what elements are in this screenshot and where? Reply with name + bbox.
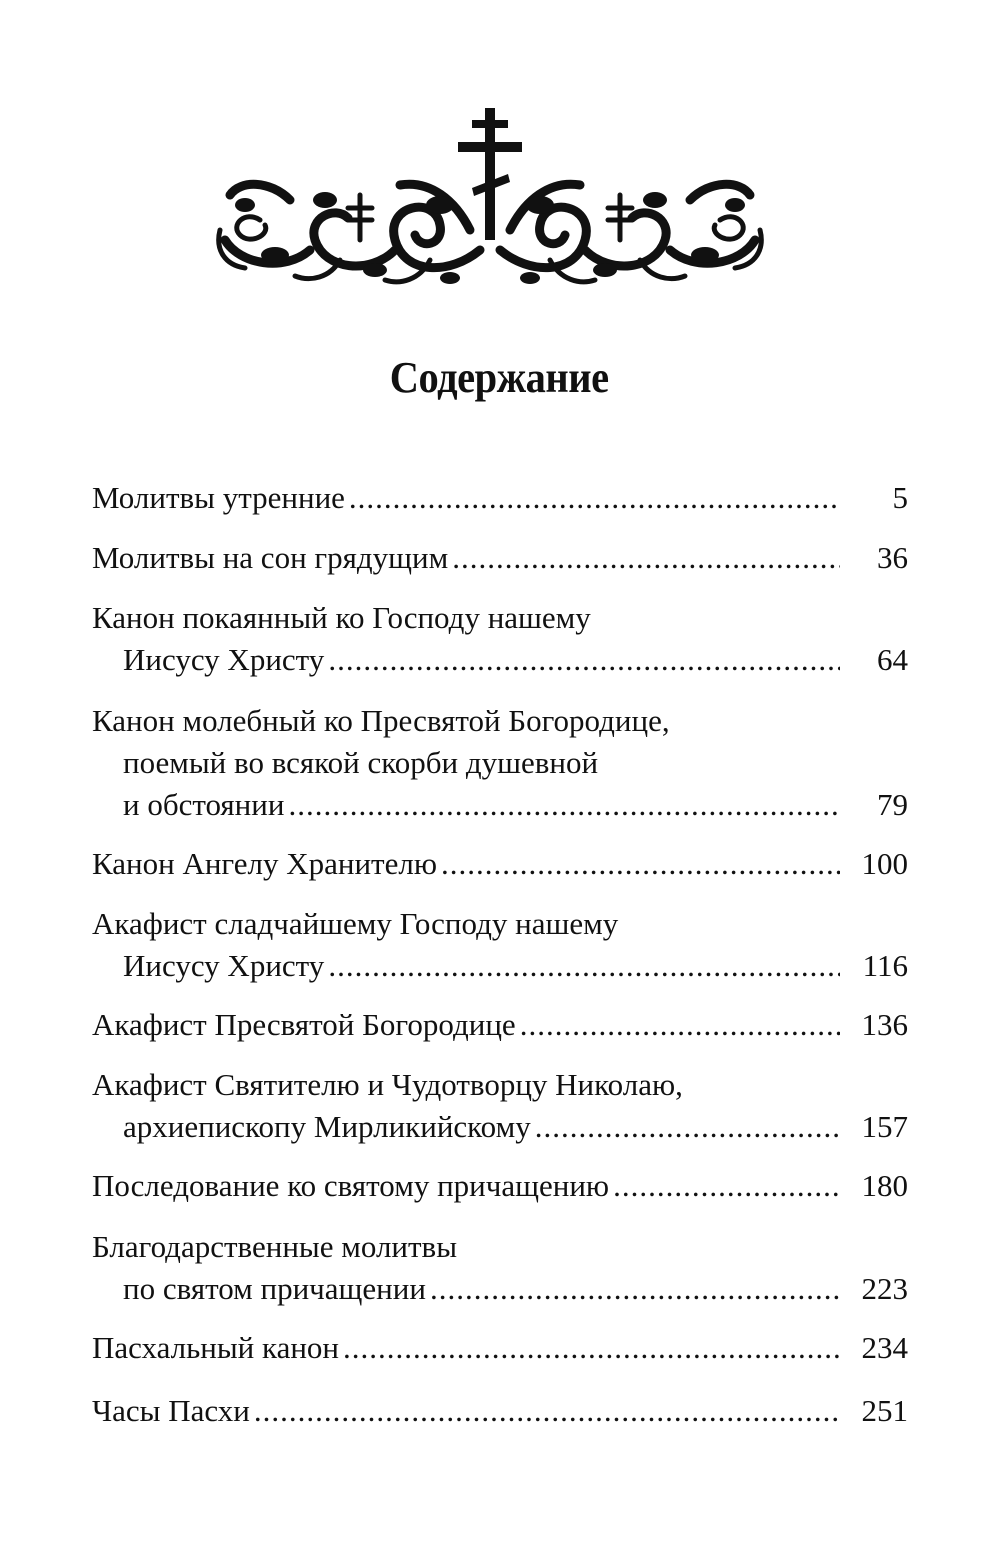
toc-entry-page: 100 [861, 846, 908, 881]
dot-leader [328, 945, 840, 987]
toc-entry[interactable] [92, 700, 908, 826]
toc-entry-page: 5 [892, 480, 908, 515]
toc-entry-title-cont: архиепископу Мирликийскому [123, 1109, 531, 1144]
toc-entry-page: 251 [861, 1393, 908, 1428]
toc-entry-title: Пасхальный канон [92, 1330, 340, 1365]
toc-entry-page: 234 [861, 1330, 908, 1365]
toc-entry-title: Часы Пасхи [92, 1393, 250, 1428]
dot-leader [535, 1106, 840, 1148]
toc-entry[interactable] [92, 1327, 908, 1369]
toc-entry[interactable] [92, 477, 908, 519]
toc-entry-page: 157 [861, 1109, 908, 1144]
toc-entry[interactable] [92, 1165, 908, 1207]
toc-entry-title: Последование ко святому причащению [92, 1168, 610, 1203]
toc-entry-title: Акафист Пресвятой Богородице [92, 1007, 516, 1042]
dot-leader [613, 1165, 840, 1207]
dot-leader [288, 784, 840, 826]
toc-entry-title-cont: и обстоянии [123, 787, 285, 822]
toc-entry-page: 79 [877, 787, 908, 822]
dot-leader [441, 843, 840, 885]
toc-entry-title: Молитвы утренние [92, 480, 345, 515]
toc-entry-title-cont: Иисусу Христу [123, 642, 325, 677]
toc-entry-title-cont: поемый во всякой скорби душевной [123, 745, 599, 780]
toc-entry-title: Благодарственные молитвы [92, 1229, 458, 1264]
toc-entry-page: 116 [862, 948, 908, 983]
toc-entry-title: Акафист сладчайшему Господу нашему [92, 906, 619, 941]
dot-leader [254, 1390, 840, 1432]
toc-entry[interactable] [92, 903, 908, 987]
toc-entry[interactable] [92, 843, 908, 885]
dot-leader [430, 1268, 840, 1310]
toc-entry[interactable] [92, 597, 908, 681]
dot-leader [452, 537, 840, 579]
toc-entry[interactable] [92, 1390, 908, 1432]
page-title: Содержание [389, 353, 609, 402]
toc-entry[interactable] [92, 537, 908, 579]
toc-entry-page: 64 [877, 642, 908, 677]
dot-leader [520, 1004, 840, 1046]
toc-entry-title-cont: Иисусу Христу [123, 948, 325, 983]
toc-entry-page: 36 [877, 540, 908, 575]
toc-entry[interactable] [92, 1064, 908, 1148]
toc-entry-title: Молитвы на сон грядущим [92, 540, 449, 575]
toc-entry-title: Канон покаянный ко Господу нашему [92, 600, 591, 635]
toc-entry-title-cont: по святом причащении [123, 1271, 426, 1306]
toc-entry[interactable] [92, 1226, 908, 1310]
toc-entry-title: Акафист Святителю и Чудотворцу Николаю, [92, 1067, 683, 1102]
dot-leader [349, 477, 840, 519]
toc-entry[interactable] [92, 1004, 908, 1046]
dot-leader [328, 639, 840, 681]
toc-entry-title: Канон молебный ко Пресвятой Богородице, [92, 703, 670, 738]
toc-entry-page: 180 [861, 1168, 908, 1203]
toc-entry-page: 223 [861, 1271, 908, 1306]
dot-leader [343, 1327, 840, 1369]
toc-entry-title: Канон Ангелу Хранителю [92, 846, 437, 881]
toc-entry-page: 136 [861, 1007, 908, 1042]
